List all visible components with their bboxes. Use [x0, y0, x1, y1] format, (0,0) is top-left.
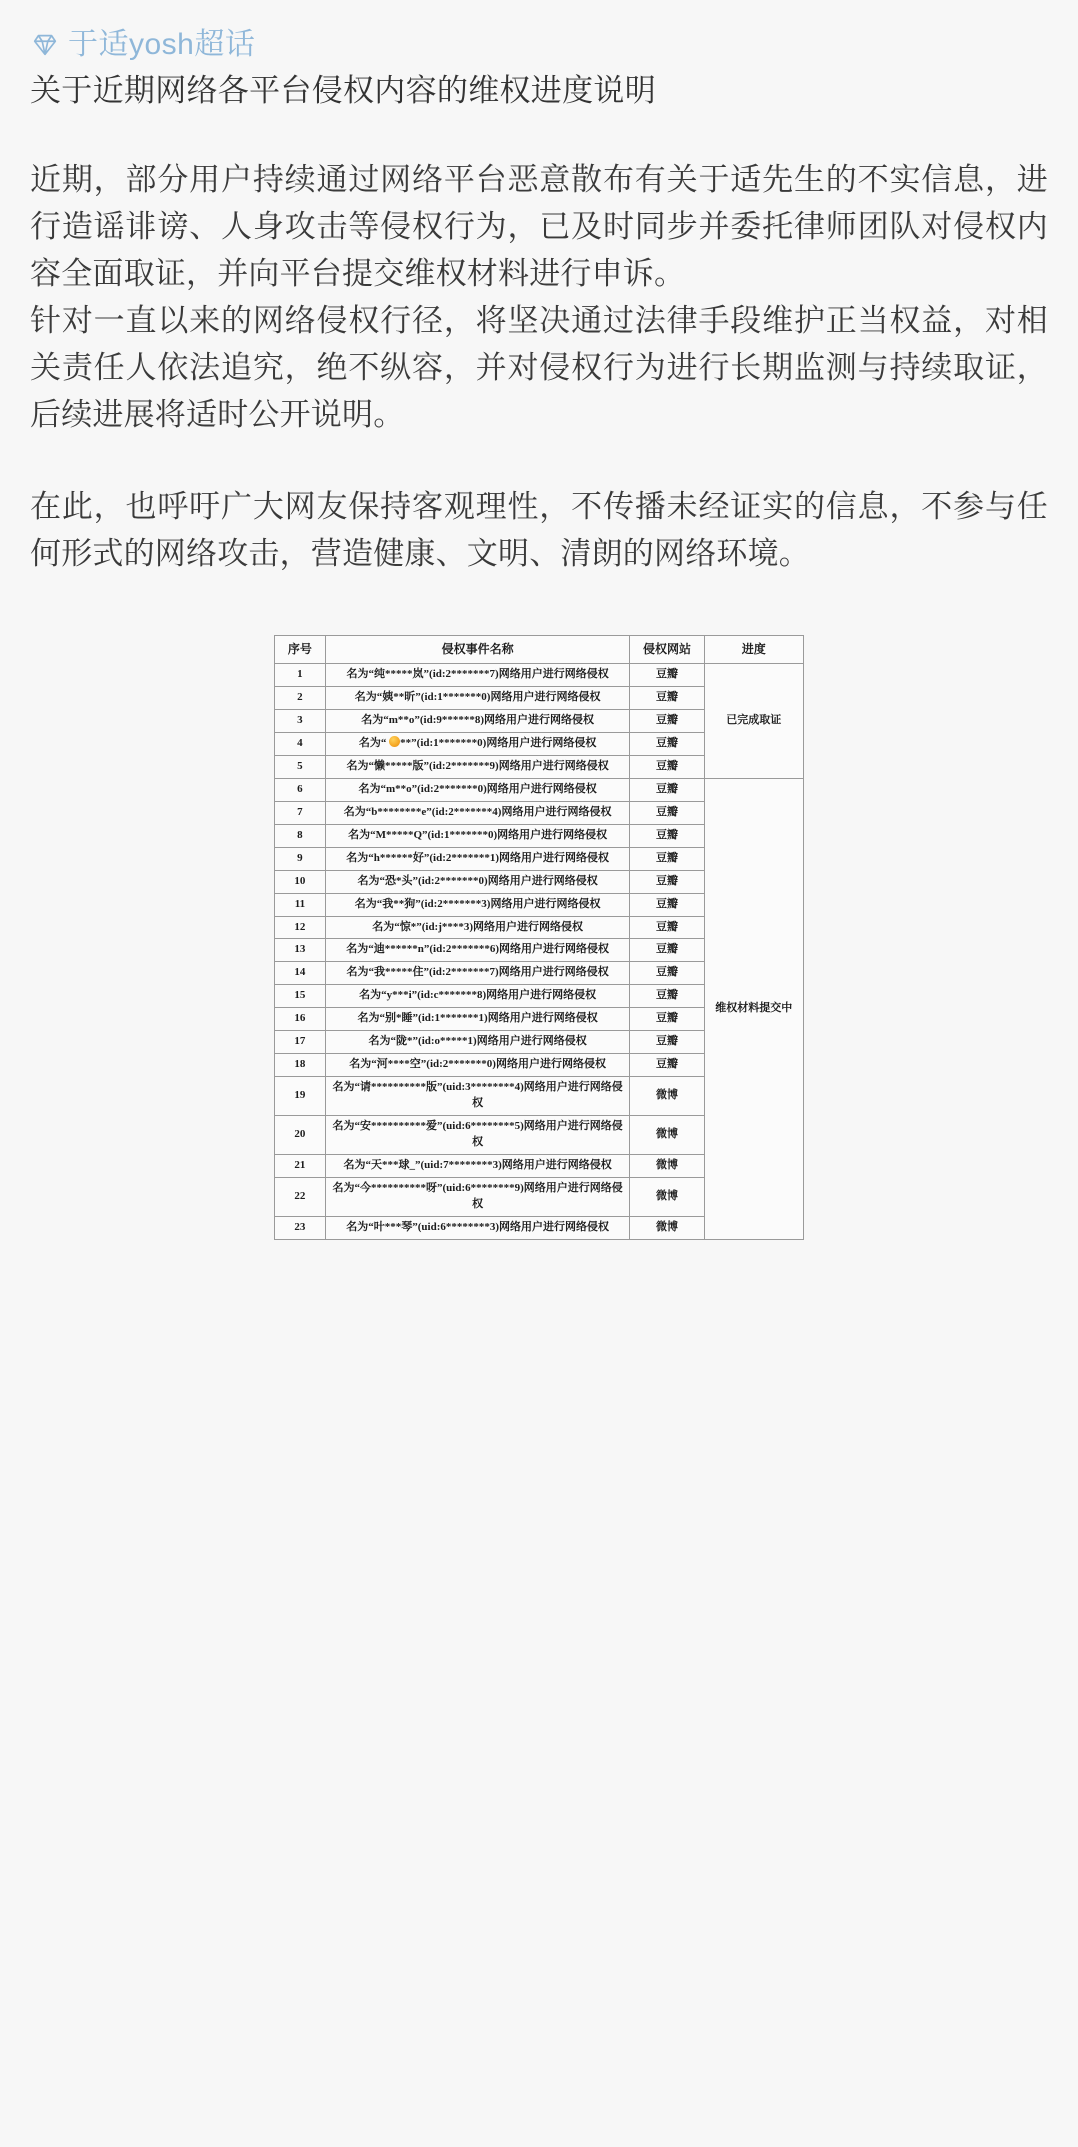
cell-event-name: 名为“陇*”(id:o*****1)网络用户进行网络侵权 [325, 1031, 630, 1054]
gem-icon [30, 30, 60, 60]
paragraph-1: 近期，部分用户持续通过网络平台恶意散布有关于适先生的不实信息，进行造谣诽谤、人身攻击等侵权行为，已及时同步并委托律师团队对侵权内容全面取证，并向平台提交维权材料进行申诉。 [30, 161, 1048, 292]
cell-site: 豆瓣 [630, 664, 704, 687]
cell-event-name: 名为“M*****Q”(id:1*******0)网络用户进行网络侵权 [325, 824, 630, 847]
cell-event-name: 名为“ **”(id:1*******0)网络用户进行网络侵权 [325, 733, 630, 756]
cell-no: 1 [275, 664, 326, 687]
column-header-site: 侵权网站 [630, 635, 704, 663]
cell-site: 豆瓣 [630, 755, 704, 778]
cell-progress: 维权材料提交中 [704, 778, 803, 1239]
cell-site: 豆瓣 [630, 962, 704, 985]
cell-no: 6 [275, 778, 326, 801]
column-header-no: 序号 [275, 635, 326, 663]
table-row [275, 664, 804, 687]
cell-site: 豆瓣 [630, 893, 704, 916]
cell-no: 22 [275, 1177, 326, 1216]
cell-no: 12 [275, 916, 326, 939]
cell-event-name: 名为“迪******n”(id:2*******6)网络用户进行网络侵权 [325, 939, 630, 962]
cell-site: 豆瓣 [630, 939, 704, 962]
cell-site: 豆瓣 [630, 801, 704, 824]
cell-no: 4 [275, 733, 326, 756]
cell-site: 微博 [630, 1216, 704, 1239]
cell-event-name: 名为“今**********呀”(uid:6********9)网络用户进行网络侵权 [325, 1177, 630, 1216]
column-header-name: 侵权事件名称 [325, 635, 630, 663]
cell-site: 豆瓣 [630, 710, 704, 733]
table-row [275, 778, 804, 801]
cell-site: 豆瓣 [630, 847, 704, 870]
column-header-progress: 进度 [704, 635, 803, 663]
cell-site: 豆瓣 [630, 1054, 704, 1077]
cell-site: 豆瓣 [630, 1031, 704, 1054]
cell-site: 豆瓣 [630, 870, 704, 893]
cell-event-name: 名为“惊*”(id:j****3)网络用户进行网络侵权 [325, 916, 630, 939]
paragraph-3: 在此，也呼吁广大网友保持客观理性，不传播未经证实的信息，不参与任何形式的网络攻击，营造健康、文明、清朗的网络环境。 [30, 488, 1048, 571]
cell-no: 8 [275, 824, 326, 847]
cell-event-name: 名为“别*睡”(id:1*******1)网络用户进行网络侵权 [325, 1008, 630, 1031]
cell-no: 10 [275, 870, 326, 893]
cell-event-name: 名为“我*****住”(id:2*******7)网络用户进行网络侵权 [325, 962, 630, 985]
cell-no: 5 [275, 755, 326, 778]
cell-no: 13 [275, 939, 326, 962]
cell-no: 16 [275, 1008, 326, 1031]
table-body [275, 664, 804, 1239]
page-title: 关于近期网络各平台侵权内容的维权进度说明 [30, 73, 656, 108]
infringement-table [274, 635, 804, 1240]
cell-site: 豆瓣 [630, 916, 704, 939]
cell-site: 豆瓣 [630, 733, 704, 756]
cell-event-name: 名为“我**狗”(id:2*******3)网络用户进行网络侵权 [325, 893, 630, 916]
paragraph-2: 针对一直以来的网络侵权行径，将坚决通过法律手段维护正当权益，对相关责任人依法追究，绝不纵容，并对侵权行为进行长期监测与持续取证，后续进展将适时公开说明。 [30, 303, 1048, 433]
cell-event-name: 名为“纯*****岚”(id:2*******7)网络用户进行网络侵权 [325, 664, 630, 687]
cell-site: 豆瓣 [630, 1008, 704, 1031]
cell-no: 19 [275, 1077, 326, 1116]
infringement-table-container [274, 635, 804, 1250]
cell-no: 7 [275, 801, 326, 824]
cell-site: 微博 [630, 1115, 704, 1154]
cell-event-name: 名为“叶***琴”(uid:6********3)网络用户进行网络侵权 [325, 1216, 630, 1239]
cell-no: 18 [275, 1054, 326, 1077]
cell-event-name: 名为“河****空”(id:2*******0)网络用户进行网络侵权 [325, 1054, 630, 1077]
cell-no: 2 [275, 687, 326, 710]
cell-site: 豆瓣 [630, 985, 704, 1008]
cell-event-name: 名为“b********e”(id:2*******4)网络用户进行网络侵权 [325, 801, 630, 824]
cell-no: 17 [275, 1031, 326, 1054]
cell-no: 15 [275, 985, 326, 1008]
cell-no: 23 [275, 1216, 326, 1239]
cell-site: 豆瓣 [630, 824, 704, 847]
cell-site: 微博 [630, 1154, 704, 1177]
cell-event-name: 名为“h******好”(id:2*******1)网络用户进行网络侵权 [325, 847, 630, 870]
supertopic-link[interactable] [0, 0, 1078, 61]
cell-no: 9 [275, 847, 326, 870]
cell-no: 20 [275, 1115, 326, 1154]
cell-no: 14 [275, 962, 326, 985]
cell-site: 微博 [630, 1177, 704, 1216]
cell-progress: 已完成取证 [704, 664, 803, 779]
table-header-row [275, 635, 804, 663]
cell-event-name: 名为“恐*头”(id:2*******0)网络用户进行网络侵权 [325, 870, 630, 893]
cell-event-name: 名为“姨**昕”(id:1*******0)网络用户进行网络侵权 [325, 687, 630, 710]
emoji-icon [389, 736, 400, 747]
cell-no: 21 [275, 1154, 326, 1177]
cell-event-name: 名为“请**********版”(uid:3********4)网络用户进行网络侵权 [325, 1077, 630, 1116]
cell-no: 3 [275, 710, 326, 733]
cell-event-name: 名为“m**o”(id:2*******0)网络用户进行网络侵权 [325, 778, 630, 801]
supertopic-label: 于适yosh超话 [68, 28, 256, 61]
cell-site: 微博 [630, 1077, 704, 1116]
post-body [0, 156, 1078, 577]
paragraph-spacer [30, 439, 1048, 483]
cell-event-name: 名为“y***i”(id:c*******8)网络用户进行网络侵权 [325, 985, 630, 1008]
cell-event-name: 名为“m**o”(id:9******8)网络用户进行网络侵权 [325, 710, 630, 733]
cell-event-name: 名为“懒*****版”(id:2*******9)网络用户进行网络侵权 [325, 755, 630, 778]
cell-event-name: 名为“天***球_”(uid:7********3)网络用户进行网络侵权 [325, 1154, 630, 1177]
cell-site: 豆瓣 [630, 778, 704, 801]
cell-site: 豆瓣 [630, 687, 704, 710]
cell-no: 11 [275, 893, 326, 916]
cell-event-name: 名为“安**********爱”(uid:6********5)网络用户进行网络侵权 [325, 1115, 630, 1154]
